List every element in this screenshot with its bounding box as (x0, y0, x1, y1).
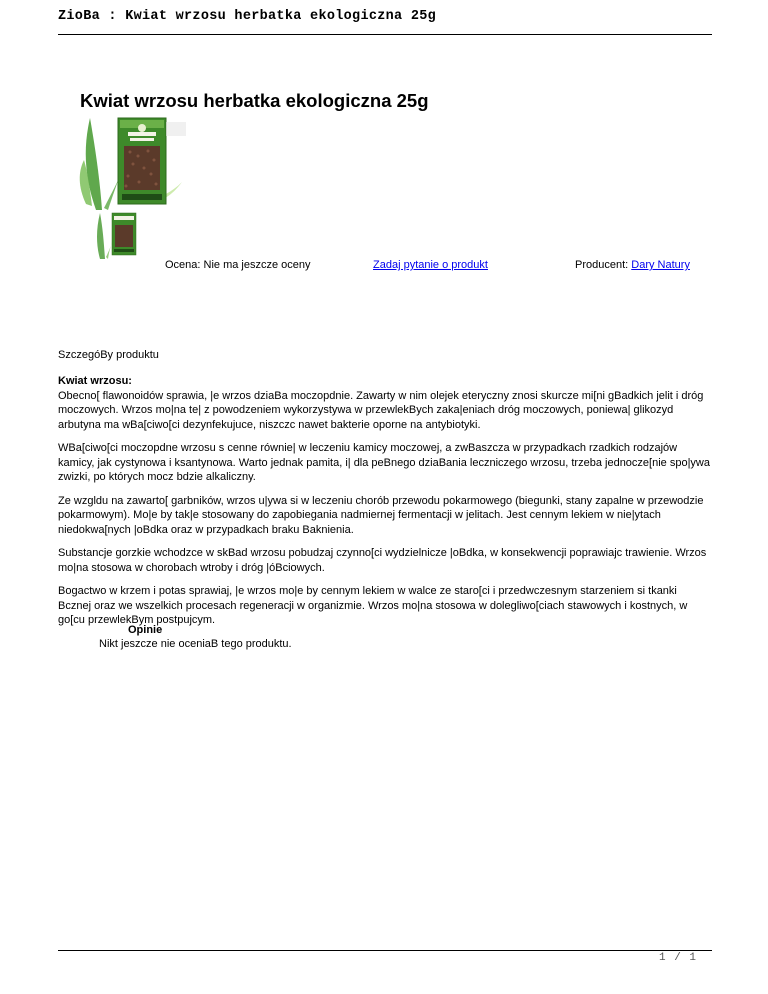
rating-text: Ocena: Nie ma jeszcze oceny (165, 259, 311, 271)
page-number: 1 / 1 (659, 952, 698, 964)
description-paragraph: Substancje gorzkie wchodzce w skBad wrzosu pobudzaj czynno[ci wydzielnicze |oBdka, w konsekwencji poprawiajc trawienie. Wrzos mo|na stosowa w chorobach wtroby i dróg |óBciowych. (58, 547, 707, 574)
description-heading: Kwiat wrzosu: (58, 375, 132, 387)
header-divider (58, 34, 712, 35)
producer-label: Producent: (575, 259, 629, 271)
ask-question-container (373, 259, 488, 271)
ask-question-link[interactable]: Zadaj pytanie o produkt (373, 259, 488, 271)
product-image[interactable] (78, 112, 188, 212)
description-paragraph: Obecno[ flawonoidów sprawia, |e wrzos dziaBa moczopdnie. Zawarty w nim olejek eteryczny znosi skurcze mi[ni gBadkich jelit i dróg moczowych. Wrzos mo|na te| z powodzeniem wykorzystywa w przewlekBych zaka|eniach dróg moczowych, poniewa| glikozyd arbutyna ma wBa[ciwo[ci dezynfekujuce, niszczc nawet bakterie oporne na antybiotyki. (58, 389, 704, 431)
description-paragraph: Bogactwo w krzem i potas sprawiaj, |e wrzos mo|e by cennym lekiem w walce ze staro[ci i przedwczesnym starzeniem si tkanki Bcznej oraz we wszelkich procesach regeneracji w organizmie. Wrzos mo|na stosowa w dolegliwo[ciach stawowych i kostnych, w go[cu przewlekBym postpujcym. (58, 585, 688, 626)
footer-divider (58, 950, 712, 951)
reviews-heading: Opinie (128, 624, 163, 636)
producer-info (575, 259, 690, 271)
description-paragraph: WBa[ciwo[ci moczopdne wrzosu s cenne równie| w leczeniu kamicy moczowej, a zwBaszcza w przypadkach rzadkich rodzajów kamicy, jak cystynowa i ksantynowa. Warto jednak pamita, i| dla peBnego dziaBania leczniczego wrzosu, trzeba jednocze[nie spo|ywa zwizki, po których mocz bdzie alkaliczny. (58, 442, 710, 483)
product-title: Kwiat wrzosu herbatka ekologiczna 25g (80, 90, 429, 111)
product-package-graphic (78, 112, 188, 212)
description-paragraph: Ze wzgldu na zawarto[ garbników, wrzos u|ywa si w leczeniu chorób przewodu pokarmowego (biegunki, stany zapalne w przewodzie pokarmowym). Mo|e by tak|e stosowany do zapobiegania nadmiernej fermentacji w jelitach. Jest cennym lekiem w nie|ytach niedokwa[nych |oBdka oraz w przypadkach braku Baknienia. (58, 494, 704, 536)
page-header: ZioBa : Kwiat wrzosu herbatka ekologiczna 25g (58, 9, 437, 24)
reviews-empty-message: Nikt jeszcze nie oceniaB tego produktu. (99, 638, 292, 650)
producer-link[interactable]: Dary Natury (631, 259, 690, 271)
product-thumbnail[interactable] (94, 209, 142, 259)
product-description (58, 374, 712, 637)
thumbnail-graphic (94, 209, 142, 259)
details-section-label: SzczegóBy produktu (58, 349, 159, 361)
